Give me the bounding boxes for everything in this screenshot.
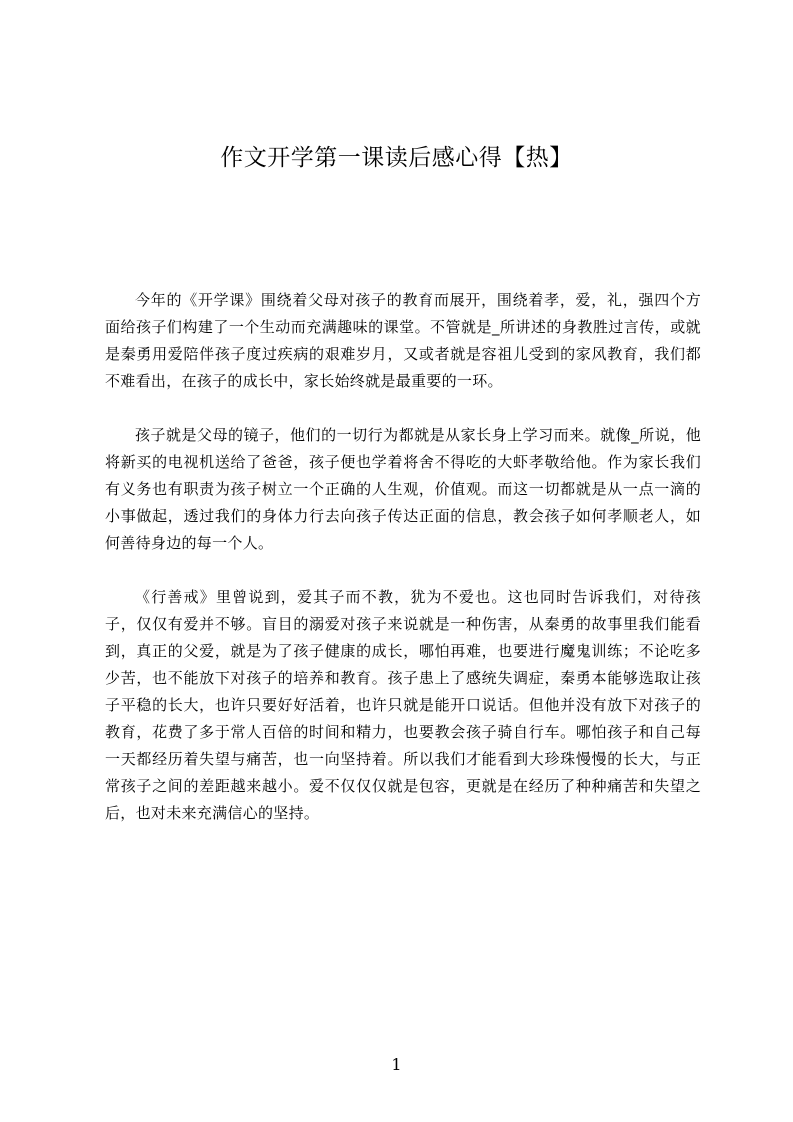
paragraph-2: 孩子就是父母的镜子，他们的一切行为都就是从家长身上学习而来。就像_所说，他将新买的电视机送给了爸爸，孩子便也学着将舍不得吃的大虾孝敬给他。作为家长我们有义务也有职责为孩子树立一个正确的人生观，价值观。而这一切都就是从一点一滴的小事做起，透过我们的身体力行去向孩子传达正面的信息，教会孩子如何孝顺老人，如何善待身边的每一个人。 bbox=[105, 426, 701, 552]
document-title: 作文开学第一课读后感心得【热】 bbox=[220, 145, 573, 171]
document-body bbox=[105, 287, 701, 854]
page-number: 1 bbox=[391, 1055, 402, 1074]
paragraph-1: 今年的《开学课》围绕着父母对孩子的教育而展开，围绕着孝，爱，礼，强四个方面给孩子们构建了一个生动而充满趣味的课堂。不管就是_所讲述的身教胜过言传，或就是秦勇用爱陪伴孩子度过疾病的艰难岁月，又或者就是容祖儿受到的家风教育，我们都不难看出，在孩子的成长中，家长始终就是最重要的一环。 bbox=[105, 291, 701, 390]
paragraph-3: 《行善戒》里曾说到，爱其子而不教，犹为不爱也。这也同时告诉我们，对待孩子，仅仅有爱并不够。盲目的溺爱对孩子来说就是一种伤害，从秦勇的故事里我们能看到，真正的父爱，就是为了孩子健康的成长，哪怕再难，也要进行魔鬼训练；不论吃多少苦，也不能放下对孩子的培养和教育。孩子患上了感统失调症，秦勇本能够选取让孩子平稳的长大，也许只要好好活着，也许只就是能开口说话。但他并没有放下对孩子的教育，花费了多于常人百倍的时间和精力，也要教会孩子骑自行车。哪怕孩子和自己每一天都经历着失望与痛苦，也一向坚持着。所以我们才能看到大珍珠慢慢的长大，与正常孩子之间的差距越来越小。爱不仅仅仅就是包容，更就是在经历了种种痛苦和失望之后，也对未来充满信心的坚持。 bbox=[105, 588, 701, 822]
